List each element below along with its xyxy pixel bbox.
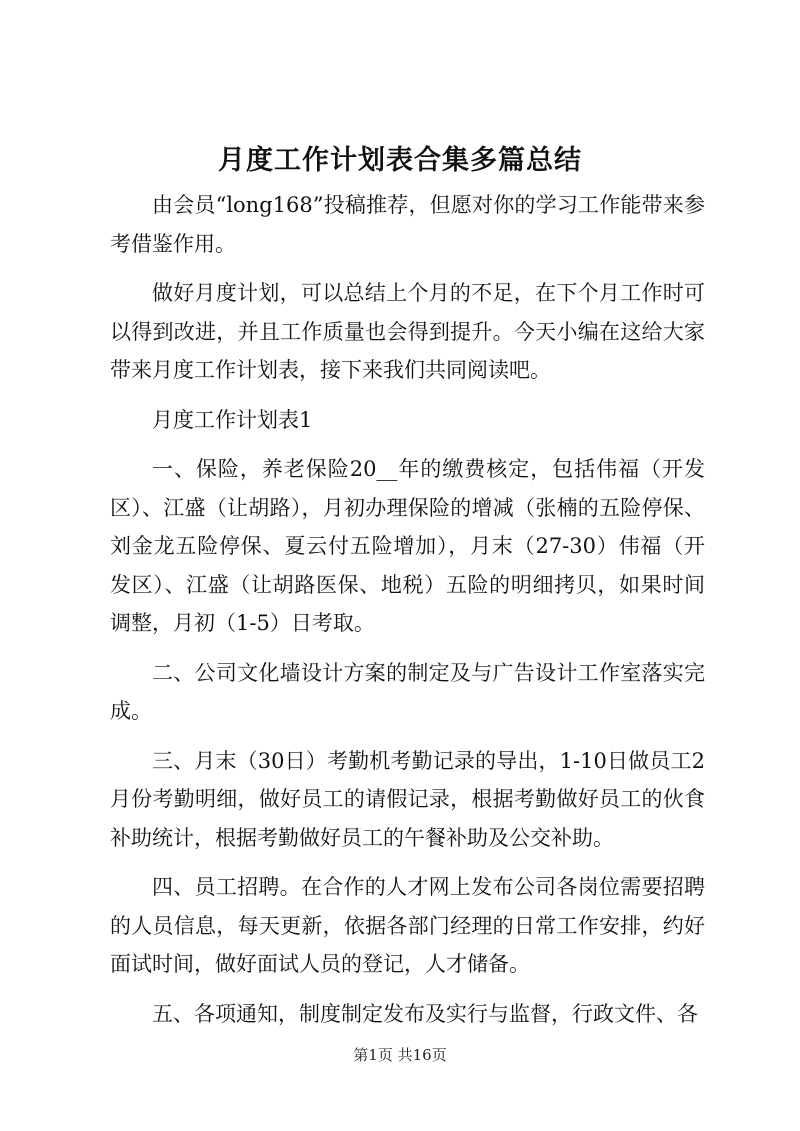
paragraph-summary: 做好月度计划，可以总结上个月的不足，在下个月工作时可以得到改进，并且工作质量也会得到提升。今天小编在这给大家带来月度工作计划表，接下来我们共同阅读吧。: [110, 281, 705, 382]
document-body: [110, 186, 705, 1033]
section-heading: 月度工作计划表1: [152, 407, 313, 432]
paragraph-item-3: 三、月末（30日）考勤机考勤记录的导出，1-10日做员工2月份考勤明细，做好员工的请假记录，根据考勤做好员工的伙食补助统计，根据考勤做好员工的午餐补助及公交补助。: [110, 748, 705, 850]
paragraph-item-1: 一、保险，养老保险20__年的缴费核定，包括伟福（开发区）、江盛（让胡路），月初办理保险的增减（张楠的五险停保、刘金龙五险停保、夏云付五险增加），月末（27-30）伟福（开发区）、江盛（让胡路医保、地税）五险的明细拷贝，如果时间调整，月初（1-5）日考取。: [110, 457, 705, 635]
document-title: 月度工作计划表合集多篇总结: [218, 145, 582, 176]
paragraph-intro: 由会员“long168”投稿推荐，但愿对你的学习工作能带来参考借鉴作用。: [110, 193, 705, 256]
paragraph-item-2: 二、公司文化墙设计方案的制定及与广告设计工作室落实完成。: [110, 660, 705, 723]
paragraph-item-5: 五、各项通知，制度制定发布及实行与监督，行政文件、各: [152, 1001, 698, 1026]
paragraph-item-4: 四、员工招聘。在合作的人才网上发布公司各岗位需要招聘的人员信息，每天更新，依据各部门经理的日常工作安排，约好面试时间，做好面试人员的登记，人才储备。: [110, 875, 705, 976]
page-number-footer: 第1页 共16页: [353, 1046, 447, 1064]
